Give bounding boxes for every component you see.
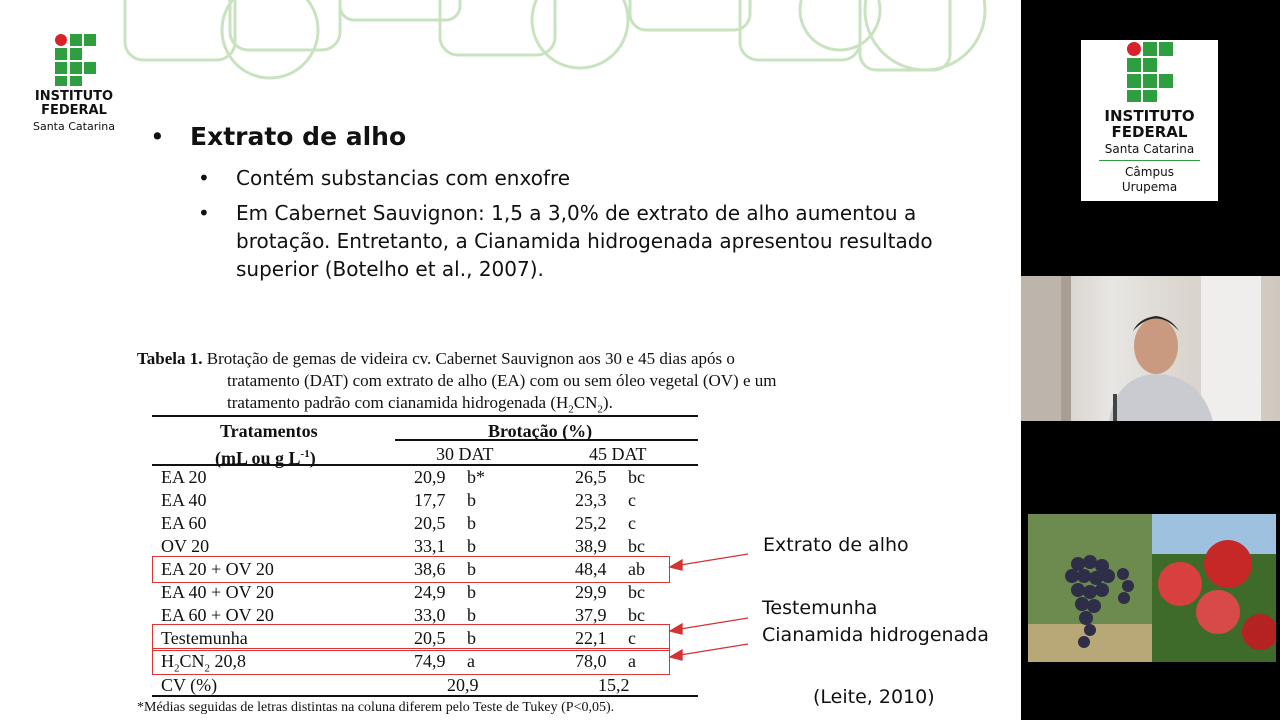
- logo-subtitle: Santa Catarina: [32, 120, 115, 133]
- row-value-30: 20,9: [447, 675, 479, 695]
- row-treatment: $H_2CN_2$ 20,8: [161, 651, 247, 675]
- row-value-30: 20,5: [414, 628, 446, 648]
- row-treatment: EA 40 + OV 20: [161, 582, 274, 602]
- row-value-45: 78,0: [575, 651, 607, 671]
- row-letter-45: c: [628, 513, 636, 533]
- fruit-photo: [1028, 514, 1276, 662]
- row-letter-30: b: [467, 582, 476, 602]
- logo-grid-icon: [1081, 40, 1218, 110]
- table-header-treatments: Tratamentos: [220, 421, 318, 441]
- bullet-glyph: •: [198, 201, 210, 225]
- arrow-head: [670, 624, 682, 634]
- row-value-30: 17,7: [414, 490, 446, 510]
- annotation-testemunha: Testemunha: [762, 597, 878, 619]
- grapes-apples-image: [1028, 514, 1276, 662]
- webcam-video-feed: [1021, 276, 1280, 421]
- row-value-45: 23,3: [575, 490, 607, 510]
- row-value-45: 22,1: [575, 628, 607, 648]
- row-letter-30: b: [467, 628, 476, 648]
- row-letter-30: b: [467, 513, 476, 533]
- row-letter-45: bc: [628, 536, 645, 556]
- table-footnote: *Médias seguidas de letras distintas na coluna diferem pelo Teste de Tukey (P<0,05).: [137, 700, 615, 715]
- row-value-45: 25,2: [575, 513, 607, 533]
- row-letter-45: ab: [628, 559, 645, 579]
- row-letter-45: bc: [628, 467, 645, 487]
- row-value-30: 20,5: [414, 513, 446, 533]
- logo-subtitle: Santa Catarina: [1104, 142, 1195, 156]
- arrow-head: [670, 650, 682, 660]
- logo-campus: Câmpus Urupema: [1121, 165, 1178, 194]
- row-letter-45: c: [628, 490, 636, 510]
- table-header-45dat: 45 DAT: [589, 444, 647, 464]
- row-value-30: 33,1: [414, 536, 446, 556]
- sub-bullet-text: Em Cabernet Sauvignon: 1,5 a 3,0% de extrato de alho aumentou a brotação. Entretanto, a Cianamida hidrogenada apresentou resultado superior (Botelho et al., 2007).: [236, 201, 933, 281]
- bullet-heading-text: Extrato de alho: [190, 122, 407, 151]
- row-treatment: EA 40: [161, 490, 207, 510]
- logo-divider: [1099, 160, 1200, 161]
- table-header-30dat: 30 DAT: [436, 444, 494, 464]
- row-value-30: 33,0: [414, 605, 446, 625]
- sub-bullet-text: Contém substancias com enxofre: [236, 166, 571, 190]
- row-letter-30: b: [467, 605, 476, 625]
- logo-name: INSTITUTO FEDERAL: [1104, 107, 1195, 141]
- annotation-cianamida: Cianamida hidrogenada: [762, 624, 989, 646]
- row-letter-45: bc: [628, 582, 645, 602]
- table-caption-line: Brotação de gemas de videira cv. Cabernet Sauvignon aos 30 e 45 dias após o: [206, 349, 735, 368]
- arrow-head: [670, 560, 682, 570]
- row-letter-30: a: [467, 651, 475, 671]
- row-treatment: EA 60 + OV 20: [161, 605, 274, 625]
- row-letter-30: b: [467, 536, 476, 556]
- row-value-30: 20,9: [414, 467, 446, 487]
- row-treatment: Testemunha: [161, 628, 248, 648]
- annotation-extrato: Extrato de alho: [763, 534, 909, 556]
- table-caption-line: tratamento (DAT) com extrato de alho (EA) com ou sem óleo vegetal (OV) e um: [227, 371, 777, 390]
- citation: (Leite, 2010): [813, 686, 935, 708]
- row-value-45: 38,9: [575, 536, 607, 556]
- row-value-30: 74,9: [414, 651, 446, 671]
- table-caption-line: tratamento padrão com cianamida hidrogenada $(H_2CN_2)$.: [227, 393, 613, 416]
- row-value-30: 38,6: [414, 559, 446, 579]
- row-treatment: OV 20: [161, 536, 210, 556]
- row-letter-45: bc: [628, 605, 645, 625]
- row-value-45: 48,4: [575, 559, 607, 579]
- arrow-testemunha: [674, 618, 748, 630]
- logo-name: INSTITUTO FEDERAL: [34, 89, 114, 118]
- table-caption-label: Tabela 1.: [137, 349, 203, 368]
- row-value-45: 26,5: [575, 467, 607, 487]
- row-letter-30: b: [467, 490, 476, 510]
- institute-logo-right: [1081, 40, 1218, 201]
- row-letter-30: b: [467, 559, 476, 579]
- arrow-extrato: [674, 554, 748, 566]
- table-header-units: (mL ou g $L^{-1}$): [215, 448, 316, 468]
- table-header-group: Brotação (%): [488, 421, 593, 441]
- row-value-45: 15,2: [598, 675, 630, 695]
- row-treatment: CV (%): [161, 675, 218, 695]
- row-treatment: EA 20 + OV 20: [161, 559, 274, 579]
- row-letter-45: a: [628, 651, 636, 671]
- webcam-presenter-image: [1021, 276, 1280, 421]
- row-value-45: 29,9: [575, 582, 607, 602]
- arrow-cianamida: [674, 644, 748, 656]
- row-treatment: EA 20: [161, 467, 207, 487]
- row-letter-30: b*: [467, 467, 485, 487]
- row-treatment: EA 60: [161, 513, 207, 533]
- row-letter-45: c: [628, 628, 636, 648]
- bullet-glyph: •: [198, 166, 210, 190]
- bullet-glyph: •: [150, 122, 165, 151]
- row-value-45: 37,9: [575, 605, 607, 625]
- row-value-30: 24,9: [414, 582, 446, 602]
